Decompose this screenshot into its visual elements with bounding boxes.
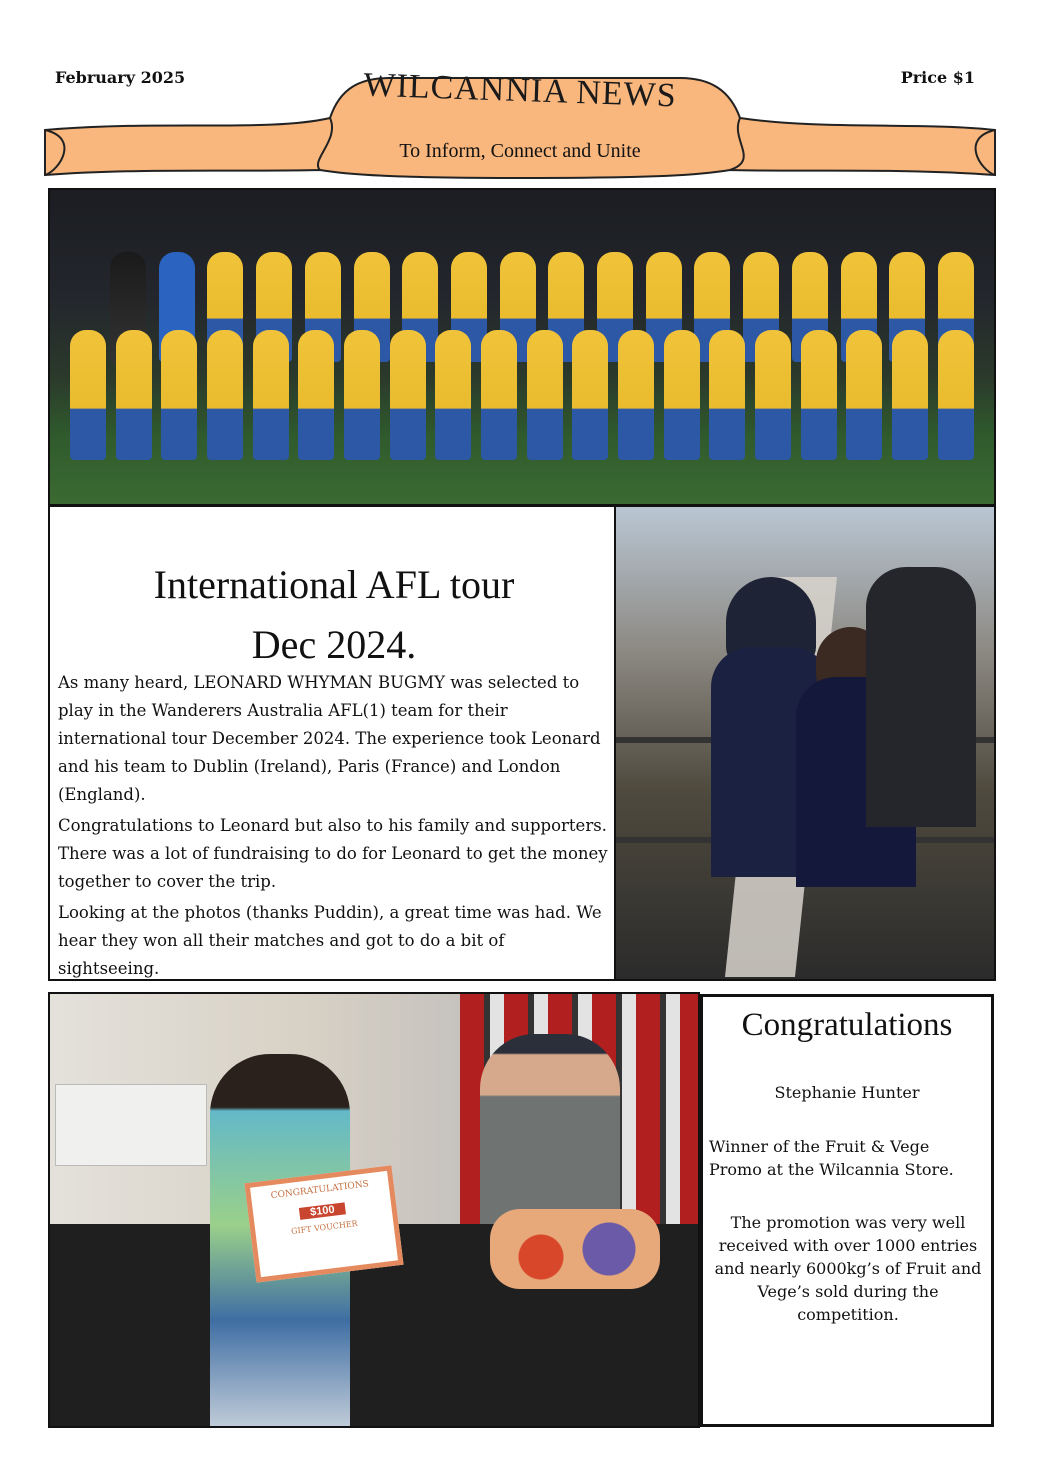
gift-voucher bbox=[244, 1165, 403, 1282]
issue-date: February 2025 bbox=[55, 68, 186, 87]
masthead-title: WILCANNIA NEWS bbox=[362, 66, 678, 115]
winner-description: Winner of the Fruit & Vege Promo at the Wilcannia Store. bbox=[709, 1137, 954, 1179]
team-photo bbox=[48, 188, 996, 506]
promotion-description: The promotion was very well received with over 1000 entries and nearly 6000kg’s of Fruit and Vege’s sold during the competition. bbox=[714, 1213, 982, 1324]
article-paragraph: As many heard, LEONARD WHYMAN BUGMY was selected to play in the Wanderers Australia AFL(1) team for their international tour December 2024. The experience took Leonard and his team to Dublin (Ireland), Paris (France) and London (England). bbox=[58, 673, 601, 804]
article-body bbox=[58, 669, 610, 986]
sightseeing-photo bbox=[614, 505, 996, 981]
congratulations-panel bbox=[700, 994, 994, 1427]
front-row bbox=[70, 330, 974, 460]
article-title-line1: International AFL tour bbox=[153, 562, 515, 607]
article-paragraph: Looking at the photos (thanks Puddin), a great time was had. We hear they won all their matches and got to do a bit of sightseeing. bbox=[58, 903, 602, 978]
store-photo bbox=[48, 992, 700, 1428]
article-afl-tour bbox=[48, 505, 616, 981]
voucher-label: GIFT VOUCHER bbox=[290, 1218, 359, 1237]
article-title bbox=[50, 555, 618, 675]
article-title-line2: Dec 2024. bbox=[251, 622, 417, 667]
congrats-title: Congratulations bbox=[741, 1007, 953, 1043]
masthead-tagline: To Inform, Connect and Unite bbox=[399, 140, 641, 162]
article-paragraph: Congratulations to Leonard but also to his family and supporters. There was a lot of fundraising to do for Leonard to get the money together to cover the trip. bbox=[58, 816, 608, 891]
voucher-heading: CONGRATULATIONS bbox=[270, 1179, 370, 1202]
voucher-amount: $100 bbox=[299, 1202, 346, 1220]
winner-name: Stephanie Hunter bbox=[774, 1083, 920, 1102]
issue-price: Price $1 bbox=[900, 68, 975, 87]
